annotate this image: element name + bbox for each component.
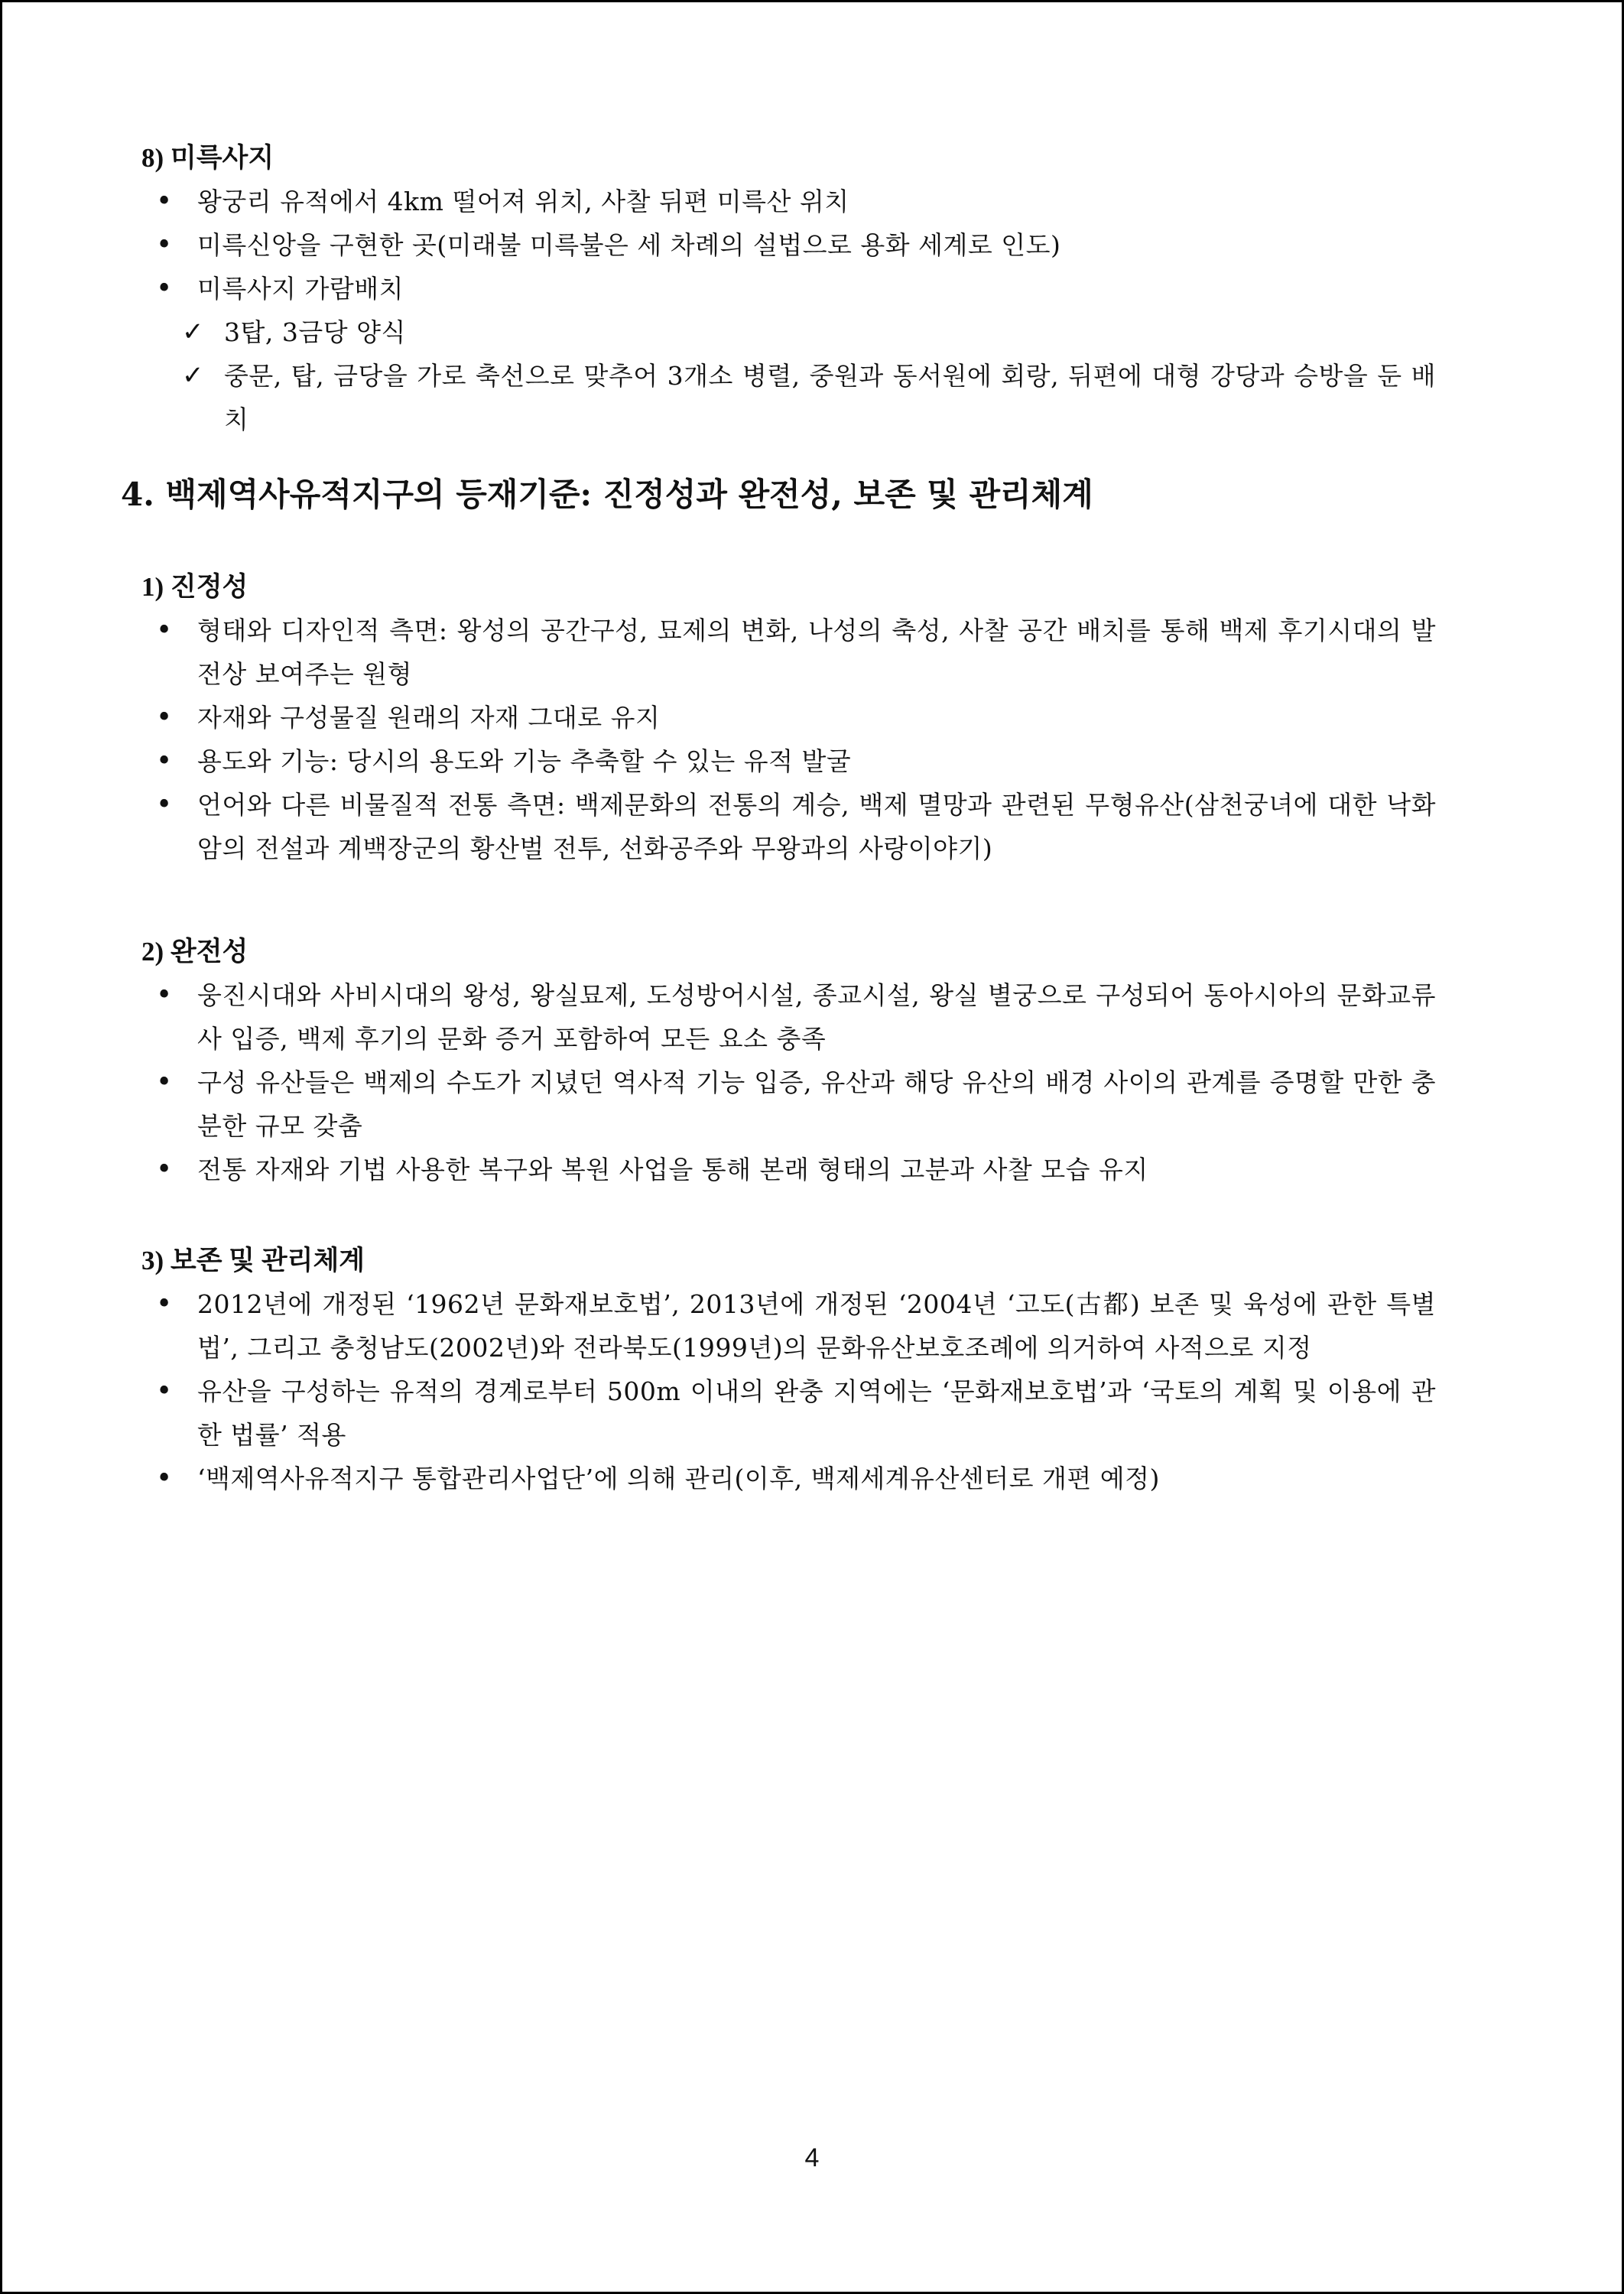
section-heading-authenticity: 1) 진정성 [141, 572, 248, 602]
section-heading-management: 3) 보존 및 관리체계 [141, 1246, 365, 1275]
checkmark-icon: ✓ [182, 317, 204, 347]
bullet-icon: • [156, 186, 173, 217]
check-item: ✓ 3탑, 3금당 양식 [121, 310, 1436, 354]
list-item: • 언어와 다른 비물질적 전통 측면: 백제문화의 전통의 계승, 백제 멸망과 관련된 무형유산(삼천궁녀에 대한 낙화암의 전설과 계백장군의 황산벌 전투, 선화공주와 무왕과의 사랑이야기) [121, 783, 1436, 870]
bullet-icon: • [156, 746, 173, 777]
checkmark-icon: ✓ [182, 360, 204, 391]
section-heading-integrity: 2) 완전성 [141, 937, 248, 967]
bullet-icon: • [156, 229, 173, 261]
list-item: • 용도와 기능: 당시의 용도와 기능 추축할 수 있는 유적 발굴 [121, 739, 1436, 783]
list-item: • 미륵신앙을 구현한 곳(미래불 미륵불은 세 차례의 설법으로 용화 세계로 인도) [121, 223, 1436, 267]
authenticity-bullet-list [121, 609, 1436, 870]
bullet-icon: • [156, 702, 173, 733]
bullet-icon: • [156, 273, 173, 304]
list-item: • 전통 자재와 기법 사용한 복구와 복원 사업을 통해 본래 형태의 고분과 사찰 모습 유지 [121, 1148, 1436, 1191]
list-item: • 자재와 구성물질 원래의 자재 그대로 유지 [121, 696, 1436, 739]
list-item: • ‘백제역사유적지구 통합관리사업단’에 의해 관리(이후, 백제세계유산센터로 개편 예정) [121, 1457, 1436, 1500]
section-heading-mireuksaji: 8) 미륵사지 [141, 143, 274, 173]
bullet-icon: • [156, 1288, 173, 1320]
chapter-heading: 4. 백제역사유적지구의 등재기준: 진정성과 완전성, 보존 및 관리체계 [121, 476, 1093, 513]
bullet-icon: • [156, 980, 173, 1011]
list-item: • 유산을 구성하는 유적의 경계로부터 500m 이내의 완충 지역에는 ‘문화재보호법’과 ‘국토의 계획 및 이용에 관한 법률’ 적용 [121, 1370, 1436, 1457]
bullet-icon: • [156, 1067, 173, 1098]
list-item: • 미륵사지 가람배치 [121, 267, 1436, 310]
mireuksaji-check-list [121, 310, 1436, 441]
mireuksaji-bullet-list [121, 180, 1436, 310]
bullet-icon: • [156, 615, 173, 646]
page-number: 4 [804, 2143, 820, 2172]
bullet-icon: • [156, 1154, 173, 1185]
check-item: ✓ 중문, 탑, 금당을 가로 축선으로 맞추어 3개소 병렬, 중원과 동서원에 회랑, 뒤편에 대형 강당과 승방을 둔 배치 [121, 354, 1436, 441]
bullet-icon: • [156, 789, 173, 820]
list-item: • 왕궁리 유적에서 4km 떨어져 위치, 사찰 뒤편 미륵산 위치 [121, 180, 1436, 223]
bullet-icon: • [156, 1463, 173, 1494]
bullet-icon: • [156, 1376, 173, 1407]
list-item: • 웅진시대와 사비시대의 왕성, 왕실묘제, 도성방어시설, 종교시설, 왕실 별궁으로 구성되어 동아시아의 문화교류사 입증, 백제 후기의 문화 증거 포함하여 모든 요소 충족 [121, 973, 1436, 1061]
integrity-bullet-list [121, 973, 1436, 1191]
list-item: • 형태와 디자인적 측면: 왕성의 공간구성, 묘제의 변화, 나성의 축성, 사찰 공간 배치를 통해 백제 후기시대의 발전상 보여주는 원형 [121, 609, 1436, 696]
management-bullet-list [121, 1282, 1436, 1500]
list-item: • 구성 유산들은 백제의 수도가 지녔던 역사적 기능 입증, 유산과 해당 유산의 배경 사이의 관계를 증명할 만한 충분한 규모 갖춤 [121, 1061, 1436, 1148]
page-content [121, 136, 1436, 1500]
list-item: • 2012년에 개정된 ‘1962년 문화재보호법’, 2013년에 개정된 ‘2004년 ‘고도(古都) 보존 및 육성에 관한 특별법’, 그리고 충청남도(2002년)와 전라북도(1999년)의 문화유산보호조례에 의거하여 사적으로 지정 [121, 1282, 1436, 1370]
